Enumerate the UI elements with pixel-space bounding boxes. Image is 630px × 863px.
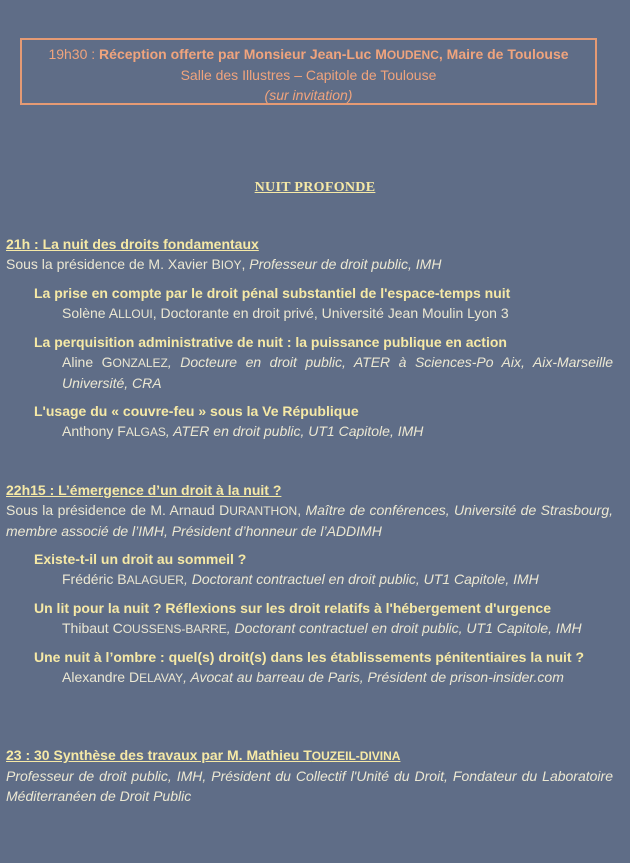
talk-title: Existe-t-il un droit au sommeil ? bbox=[34, 551, 247, 567]
talk-speaker: Solène ALLOUI, Doctorante en droit privé, Université Jean Moulin Lyon 3 bbox=[62, 305, 509, 321]
session-chair: Sous la présidence de M. Xavier BIOY, Professeur de droit public, IMH bbox=[6, 256, 442, 272]
reception-line bbox=[22, 44, 595, 65]
talk-title: L'usage du « couvre-feu » sous la Ve République bbox=[34, 403, 359, 419]
closing bbox=[6, 745, 613, 806]
talk bbox=[34, 647, 613, 688]
talk-speaker: Anthony FALGAS, ATER en droit public, UT1 Capitole, IMH bbox=[62, 423, 424, 439]
reception-time: 19h30 bbox=[48, 46, 88, 62]
reception-title-a: Réception offerte par Monsieur Jean-Luc M bbox=[99, 46, 387, 62]
talk-speaker: Aline GONZALEZ, Docteure en droit public, ATER à Sciences-Po Aix, Aix-Marseille Université, CRA bbox=[62, 354, 613, 391]
reception-title-sc: OUDENC bbox=[386, 48, 439, 62]
talk bbox=[34, 401, 613, 442]
reception-sep: : bbox=[87, 46, 100, 62]
talk-speaker: Alexandre DELAVAY, Avocat au barreau de Paris, Président de prison-insider.com bbox=[62, 669, 564, 685]
talk bbox=[34, 598, 613, 639]
reception-box bbox=[20, 38, 597, 105]
talk-speaker: Frédéric BALAGUER, Doctorant contractuel en droit public, UT1 Capitole, IMH bbox=[62, 571, 539, 587]
closing-heading: 23 : 30 Synthèse des travaux par M. Mathieu TOUZEIL-DIVINA bbox=[6, 747, 401, 763]
talk bbox=[34, 332, 613, 393]
closing-text: Professeur de droit public, IMH, Président du Collectif l'Unité du Droit, Fondateur du Laboratoire Méditerranéen de Droit Public bbox=[6, 768, 613, 804]
session-chair: Sous la présidence de M. Arnaud DURANTHON, Maître de conférences, Université de Strasbourg, membre associé de l’IMH, Président d’honneur de l’ADDIMH bbox=[6, 502, 614, 539]
session-heading: 22h15 : L’émergence d’un droit à la nuit ? bbox=[6, 482, 282, 498]
reception-note: (sur invitation) bbox=[264, 87, 353, 103]
section-title: NUIT PROFONDE bbox=[254, 180, 376, 195]
talk bbox=[34, 549, 613, 590]
session-2 bbox=[6, 480, 613, 688]
session-heading: 21h : La nuit des droits fondamentaux bbox=[6, 236, 259, 252]
session-1 bbox=[6, 234, 613, 442]
talk-title: La prise en compte par le droit pénal substantiel de l'espace-temps nuit bbox=[34, 285, 511, 301]
talk-title: Un lit pour la nuit ? Réflexions sur les droit relatifs à l'hébergement d'urgence bbox=[34, 600, 551, 616]
talk bbox=[34, 283, 613, 324]
talk-speaker: Thibaut COUSSENS-BARRE, Doctorant contractuel en droit public, UT1 Capitole, IMH bbox=[62, 620, 582, 636]
reception-title-b: , Maire de Toulouse bbox=[438, 46, 569, 62]
reception-venue: Salle des Illustres – Capitole de Toulouse bbox=[180, 67, 437, 83]
talk-title: Une nuit à l’ombre : quel(s) droit(s) dans les établissements pénitentiaires la nuit ? bbox=[34, 649, 584, 665]
talk-title: La perquisition administrative de nuit : la puissance publique en action bbox=[34, 334, 507, 350]
